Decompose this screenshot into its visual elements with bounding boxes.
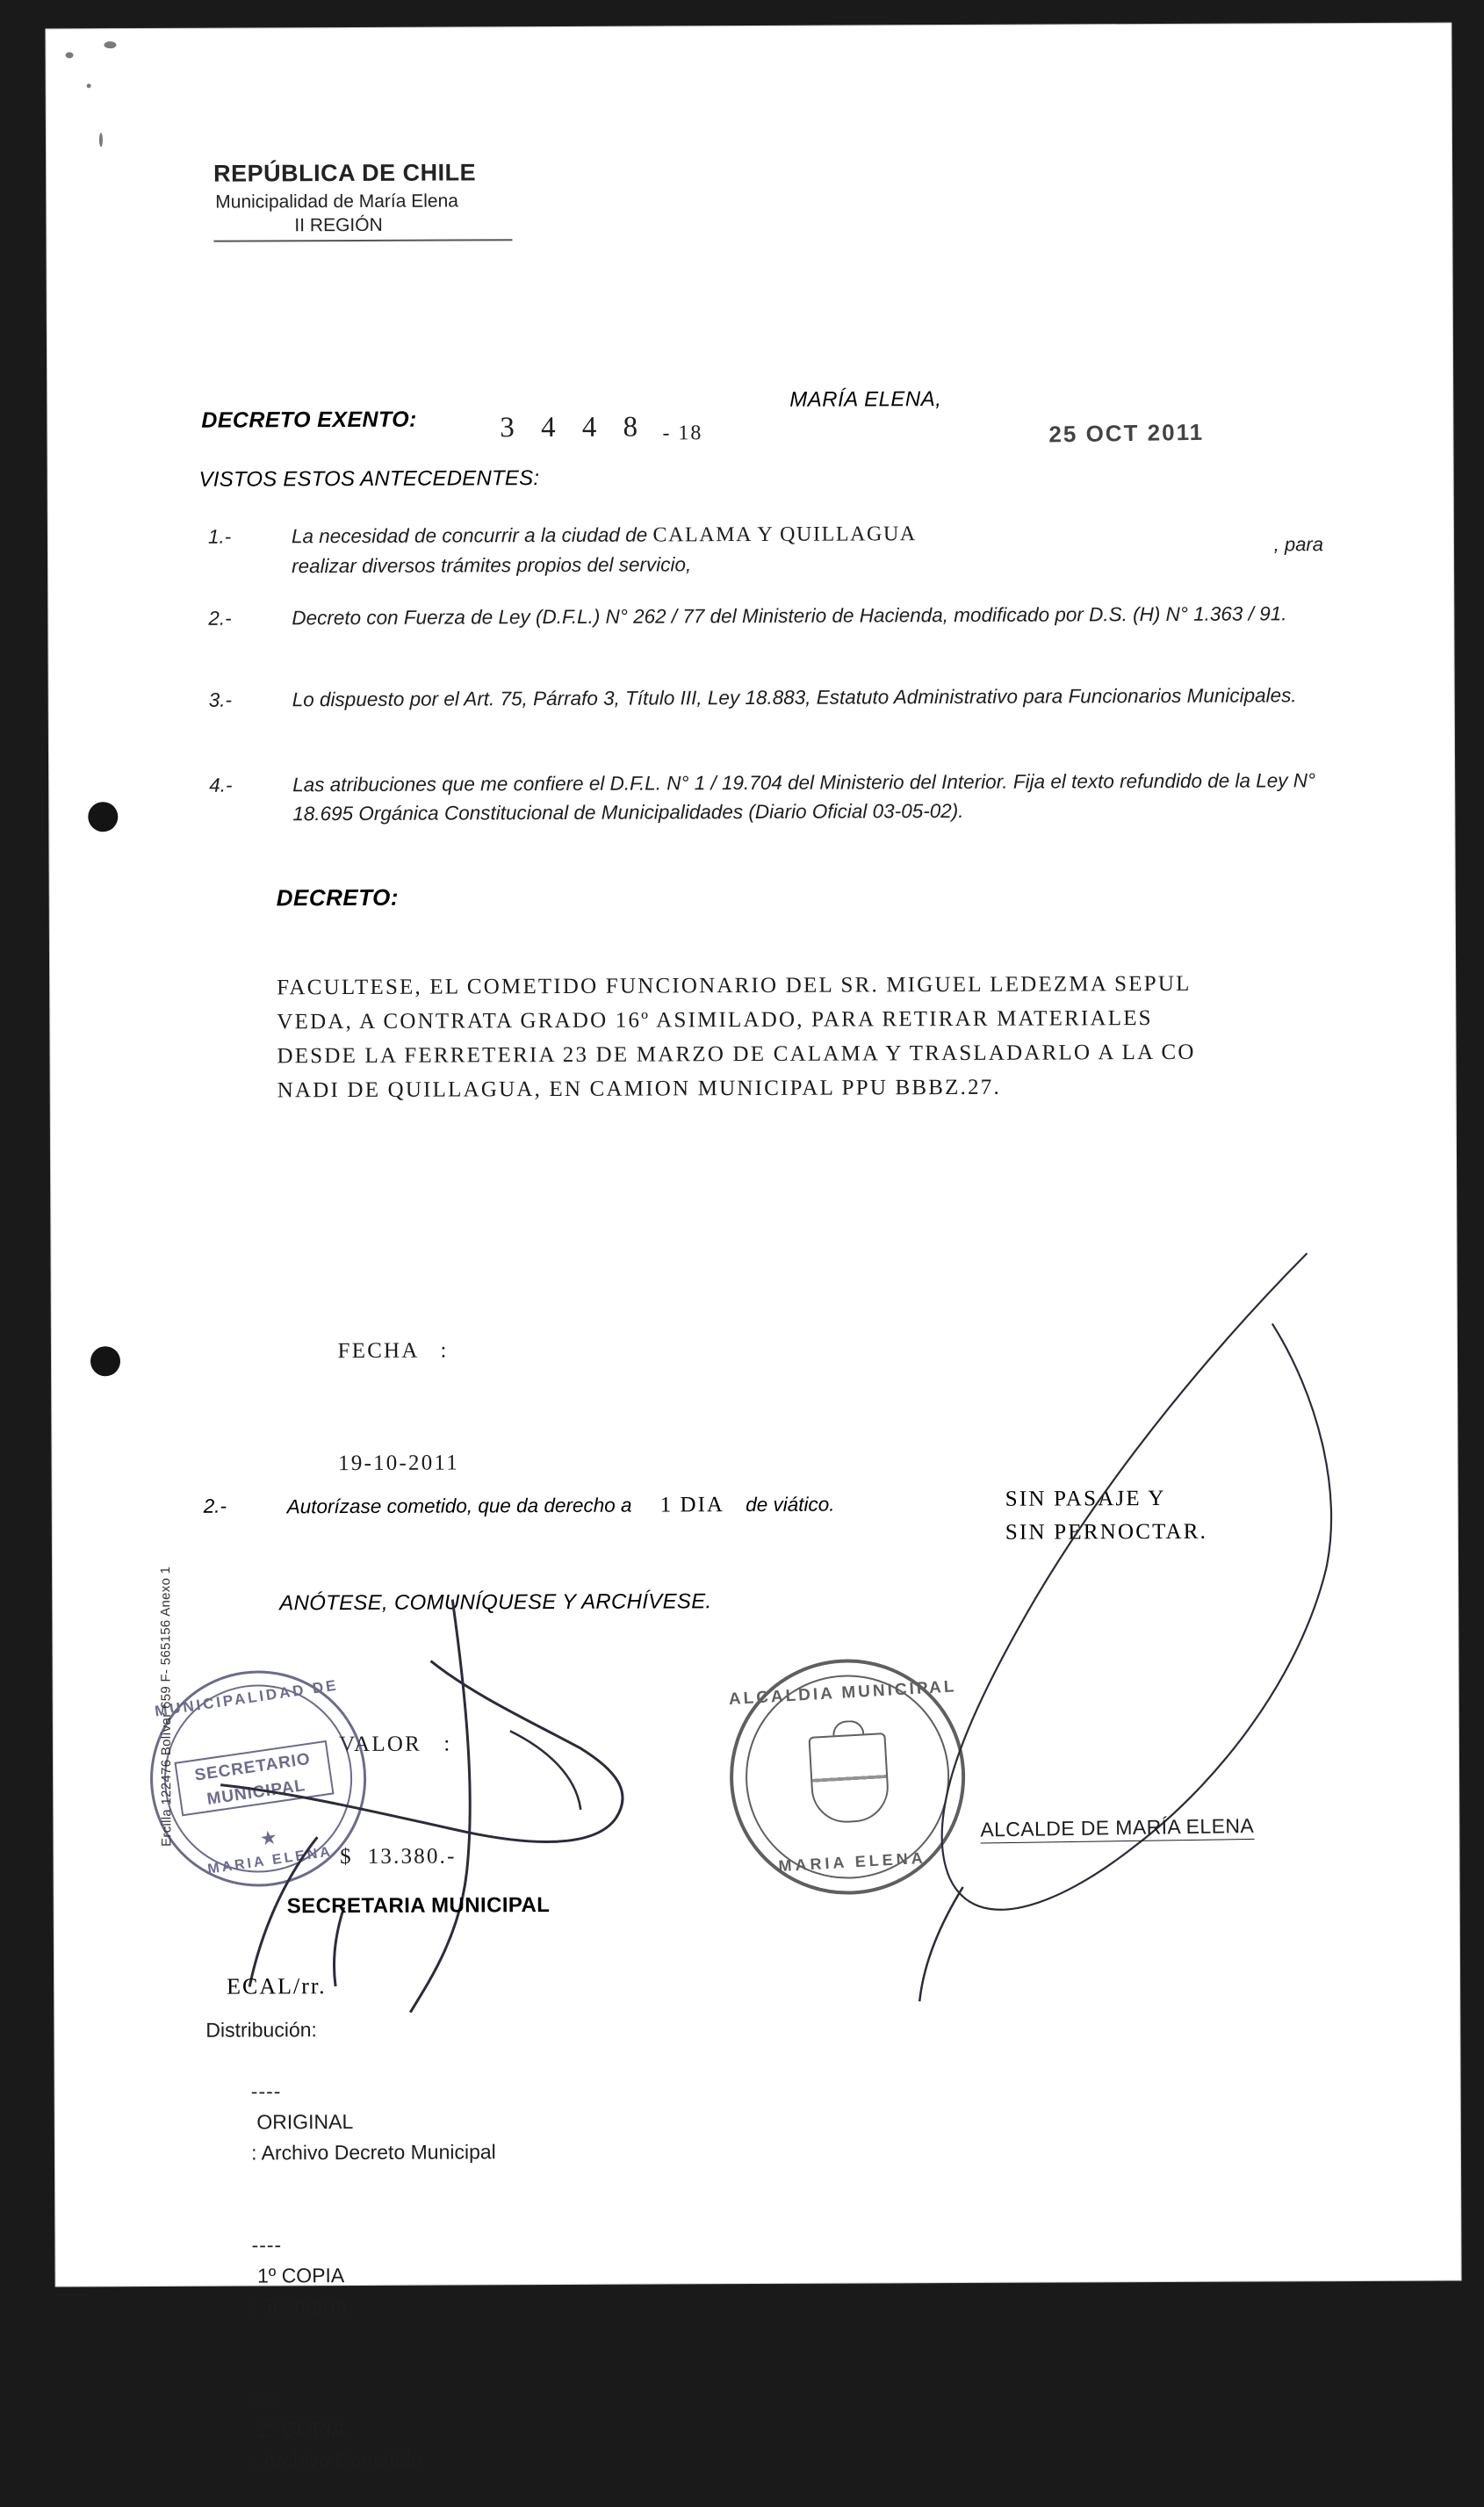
header-country: REPÚBLICA DE CHILE [213,159,477,187]
scan-speck [87,83,91,88]
document-header [213,159,512,241]
list-item-number: 2.- [208,607,232,630]
date-stamp: 25 OCT 2011 [1048,418,1205,448]
list-item [209,681,1359,715]
alcaldia-municipal-seal [724,1653,972,1901]
punch-hole-mark [88,802,118,832]
header-municipality: Municipalidad de María Elena [215,191,458,213]
seal-box-line1: SECRETARIO [193,1749,313,1785]
list-item-text: Decreto con Fuerza de Ley (D.F.L.) N° 262 / 77 del Ministerio de Hacienda, modificado por D.S. (H) N° 1.363 / 91. [292,602,1287,630]
signature-ink-layer [46,24,1460,2287]
list-item [204,1493,854,1520]
seal-arc-bottom: MARIA ELENA [206,1844,334,1877]
list-item-typed-destination: CALAMA Y QUILLAGUA [652,522,917,547]
list-item-text: Lo dispuesto por el Art. 75, Párrafo 3, Título III, Ley 18.883, Estatuto Administrativo para Funcionarios Municipales. [292,684,1297,711]
valor-label: VALOR : [339,1732,452,1757]
distribution-title: Distribución: [205,2018,317,2042]
scanned-document-page [46,24,1460,2472]
decree-label: DECRETO EXENTO: [201,407,417,433]
distribution-row: ---- ORIGINAL : Archivo Decreto Municipal [250,2079,496,2165]
header-divider [213,239,512,241]
viatico-text-before: Autorízase cometido, que da derecho a [286,1494,632,1518]
decree-city: MARÍA ELENA, [789,387,942,412]
list-item-text: Las atribuciones que me confiere el D.F.L. N° 1 / 19.704 del Ministerio del Interior. Fija el texto refundido de la Ley N° 18.695 Orgánica Constitucional de Municipalidades (Diario Oficial 03-05-02). [292,769,1316,825]
viatico-typed-note: SIN PASAJE Y SIN PERNOCTAR. [1005,1486,1208,1545]
punch-hole-mark [90,1346,120,1376]
preamble-heading: VISTOS ESTOS ANTECEDENTES: [198,466,540,492]
coat-of-arms-icon [808,1733,890,1825]
seal-star-icon: ★ [258,1826,279,1850]
signature-flourish-stroke [940,1253,1333,1910]
closing-formula: ANÓTESE, COMUNÍQUESE Y ARCHÍVESE. [279,1589,712,1616]
list-item-tail: , para [1273,533,1324,556]
alcalde-signature-label: ALCALDE DE MARÍA ELENA [980,1814,1254,1842]
scan-speck [99,133,103,147]
list-item [209,766,1368,829]
distribution-row: ---- 2º COPIA : Archivo Cometido [252,2387,422,2472]
scan-speck [104,41,116,48]
list-item-number: 2.- [203,1495,227,1517]
footer-side-address: Ercilla 122476 Bolívar 659 F- 565156 Anexo 1 [158,1566,175,1847]
fecha-value: 19-10-2011 [338,1451,459,1476]
valor-value: $ 13.380.- [340,1844,457,1869]
scan-speck [66,52,74,58]
list-item [208,599,1350,633]
signature-stroke [510,1731,580,1810]
distribution-row: ---- 1º COPIA : Tesorería [251,2233,348,2318]
list-item [208,517,1323,581]
decree-typed-body: FACULTESE, EL COMETIDO FUNCIONARIO DEL SR. MIGUEL LEDEZMA SEPUL VEDA, A CONTRATA GRADO 16º ASIMILADO, PARA RETIRAR MATERIALES DESDE LA FERRETERIA 23 DE MARZO DE CALAMA Y TRASLADARLO A LA CO NADI DE QUILLAGUA, EN CAMION MUNICIPAL PPU BBBZ.27. [277,971,1196,1103]
seal-arc-top: ALCALDIA MUNICIPAL [728,1677,957,1710]
list-item-text-after: realizar diversos trámites propios del servicio, [292,553,692,578]
list-item-text-before: La necesidad de concurrir a la ciudad de [291,523,648,548]
seal-box-line2: MUNICIPAL [205,1776,307,1809]
list-item-number: 3.- [208,688,233,711]
viatico-text-after: de viático. [746,1493,835,1516]
viatico-days: 1 DIA [659,1493,725,1517]
fecha-label: FECHA : [337,1338,449,1364]
distribution-block [205,2014,497,2506]
decree-number-suffix: - 18 [662,421,703,445]
list-item-number: 4.- [209,774,233,796]
initials-mark: ECAL/rr. [227,1973,327,1999]
list-item-number: 1.- [207,525,232,548]
decree-number: 3 4 4 8 [500,411,648,444]
seal-arc-top: MUNICIPALIDAD DE [154,1676,340,1720]
seal-arc-bottom: MARIA ELENA [777,1848,927,1876]
secretaria-signature-label: SECRETARIA MUNICIPAL [286,1893,551,1919]
decree-heading: DECRETO: [276,883,400,911]
header-region: II REGIÓN [294,214,383,236]
signature-stroke [919,1887,964,2001]
